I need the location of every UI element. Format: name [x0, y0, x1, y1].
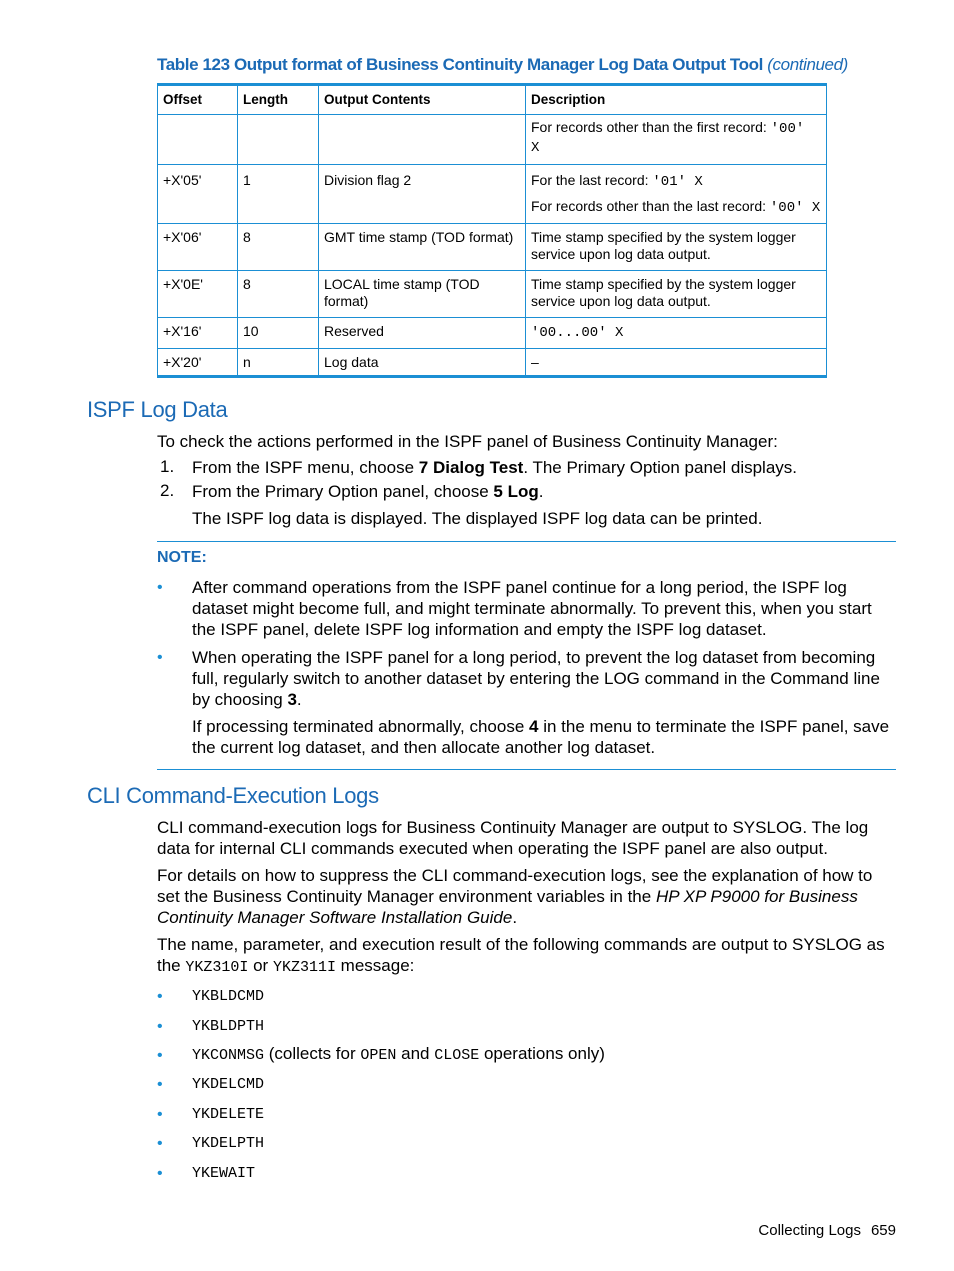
note-item-2-continued: [192, 716, 897, 758]
cli-paragraph-3: [157, 934, 897, 978]
bullet-icon: •: [157, 1165, 163, 1182]
table-row: [158, 115, 827, 165]
step-text: . The Primary Option panel displays.: [523, 458, 798, 477]
note-bottom-rule: [157, 769, 896, 770]
cell-offset: +X'20': [158, 349, 238, 377]
cell-contents: Division flag 2: [319, 165, 526, 224]
table-caption: [157, 55, 848, 75]
operation-code: OPEN: [360, 1047, 397, 1064]
step-text: From the ISPF menu, choose: [192, 458, 419, 477]
command-item-with-note: [192, 1044, 605, 1064]
table-row: [158, 224, 827, 271]
command-note: operations only): [479, 1044, 605, 1063]
operation-code: CLOSE: [434, 1047, 480, 1064]
cli-paragraph-1: CLI command-execution logs for Business Continuity Manager are output to SYSLOG. The log data for internal CLI commands executed when operating the ISPF panel are also output.: [157, 818, 869, 858]
ispf-heading: ISPF Log Data: [87, 397, 228, 422]
step-number: 1.: [160, 457, 175, 476]
command-item: YKEWAIT: [192, 1165, 256, 1182]
ispf-intro: To check the actions performed in the ISPF panel of Business Continuity Manager:: [157, 432, 778, 451]
cell-length: 10: [238, 318, 319, 349]
note-item-2: [192, 647, 897, 710]
description-code: '00...00' X: [531, 325, 624, 341]
menu-choice: 7 Dialog Test: [418, 458, 524, 477]
bullet-icon: •: [157, 988, 163, 1005]
description-line: [531, 198, 821, 217]
paragraph-text: or: [248, 956, 273, 975]
bullet-icon: •: [157, 1018, 163, 1035]
command-note: and: [396, 1044, 435, 1063]
cell-offset: [158, 115, 238, 165]
description-line: [531, 172, 821, 191]
cell-offset: +X'0E': [158, 271, 238, 318]
command-item: YKDELETE: [192, 1106, 265, 1123]
bullet-icon: •: [157, 1135, 163, 1152]
cell-contents: Log data: [319, 349, 526, 377]
footer-section: Collecting Logs: [758, 1222, 861, 1239]
header-offset: Offset: [158, 85, 238, 115]
header-description: Description: [526, 85, 827, 115]
message-id: YKZ311I: [272, 959, 336, 976]
cell-description: [526, 318, 827, 349]
caption-label: Table 123 Output format of Business Continuity Manager Log Data Output Tool: [157, 55, 763, 74]
step-text: From the Primary Option panel, choose: [192, 482, 494, 501]
note-item-1: After command operations from the ISPF panel continue for a long period, the ISPF log dataset might become full, and might terminate abnormally. To prevent this, when you start the ISPF panel, delete ISPF log information and empty the ISPF log dataset.: [192, 578, 872, 639]
description-text: For records other than the last record:: [531, 198, 770, 214]
bullet-icon: •: [157, 649, 163, 666]
cell-length: 1: [238, 165, 319, 224]
command-item: YKDELCMD: [192, 1076, 265, 1093]
command-name: YKCONMSG: [192, 1047, 265, 1064]
description-code: '00' X: [769, 200, 821, 216]
command-item: YKBLDPTH: [192, 1018, 265, 1035]
note-text: .: [296, 690, 302, 709]
paragraph-text: The name, parameter, and execution result of the following commands are output to SYSLOG as the: [157, 935, 885, 975]
note-text: When operating the ISPF panel for a long period, to prevent the log dataset from becoming full, regularly switch to another dataset by entering the LOG command in the Command line by choosing: [192, 648, 880, 709]
menu-choice: 3: [287, 690, 297, 709]
cell-contents: [319, 115, 526, 165]
cell-contents: LOCAL time stamp (TOD format): [319, 271, 526, 318]
caption-continued: (continued): [767, 55, 848, 74]
cell-description: [526, 165, 827, 224]
note-text: in the menu to terminate the ISPF panel, save the current log dataset, and then allocate another log dataset.: [192, 717, 890, 757]
header-output-contents: Output Contents: [319, 85, 526, 115]
menu-choice: 5 Log: [493, 482, 539, 501]
guide-title: HP XP P9000 for Business Continuity Manager Software Installation Guide: [157, 887, 858, 927]
message-id: YKZ310I: [185, 959, 249, 976]
cli-paragraph-2: [157, 865, 897, 928]
paragraph-text: message:: [335, 956, 415, 975]
cell-description: –: [526, 349, 827, 377]
cell-offset: +X'06': [158, 224, 238, 271]
cli-heading: CLI Command-Execution Logs: [87, 783, 379, 808]
description-code: '00' X: [531, 121, 805, 156]
note-text: If processing terminated abnormally, choose: [192, 717, 530, 736]
cell-offset: +X'16': [158, 318, 238, 349]
table-row: [158, 349, 827, 377]
paragraph-text: .: [512, 908, 518, 927]
header-length: Length: [238, 85, 319, 115]
cell-length: n: [238, 349, 319, 377]
cell-offset: +X'05': [158, 165, 238, 224]
cell-length: [238, 115, 319, 165]
note-label: NOTE:: [157, 549, 207, 566]
command-item: YKDELPTH: [192, 1135, 265, 1152]
step-2-result: The ISPF log data is displayed. The displayed ISPF log data can be printed.: [192, 509, 763, 528]
description-code: '01' X: [652, 174, 703, 190]
command-item: YKBLDCMD: [192, 988, 265, 1005]
step-text: .: [538, 482, 544, 501]
cell-length: 8: [238, 271, 319, 318]
menu-choice: 4: [529, 717, 539, 736]
description-text: For the last record:: [531, 172, 653, 188]
page-number: 659: [870, 1222, 896, 1239]
bullet-icon: •: [157, 1076, 163, 1093]
table-row: [158, 318, 827, 349]
cell-description: Time stamp specified by the system logger service upon log data output.: [526, 224, 827, 271]
bullet-icon: •: [157, 1047, 163, 1064]
output-format-table: [157, 83, 827, 378]
page-footer: [748, 1222, 896, 1239]
step-2-text: [192, 481, 897, 502]
bullet-icon: •: [157, 579, 163, 596]
table-header-row: [158, 85, 827, 115]
paragraph-text: For details on how to suppress the CLI command-execution logs, see the explanation of how to set the Business Continuity Manager environment variables in the: [157, 866, 873, 906]
table-row: [158, 165, 827, 224]
description-text: For records other than the first record:: [531, 119, 771, 135]
cell-length: 8: [238, 224, 319, 271]
note-top-rule: [157, 541, 896, 542]
step-1-text: [192, 457, 897, 478]
cell-contents: GMT time stamp (TOD format): [319, 224, 526, 271]
cell-description: Time stamp specified by the system logger service upon log data output.: [526, 271, 827, 318]
table-row: [158, 271, 827, 318]
cell-description: [526, 115, 827, 165]
step-number: 2.: [160, 481, 175, 500]
cell-contents: Reserved: [319, 318, 526, 349]
bullet-icon: •: [157, 1106, 163, 1123]
command-note: (collects for: [264, 1044, 361, 1063]
